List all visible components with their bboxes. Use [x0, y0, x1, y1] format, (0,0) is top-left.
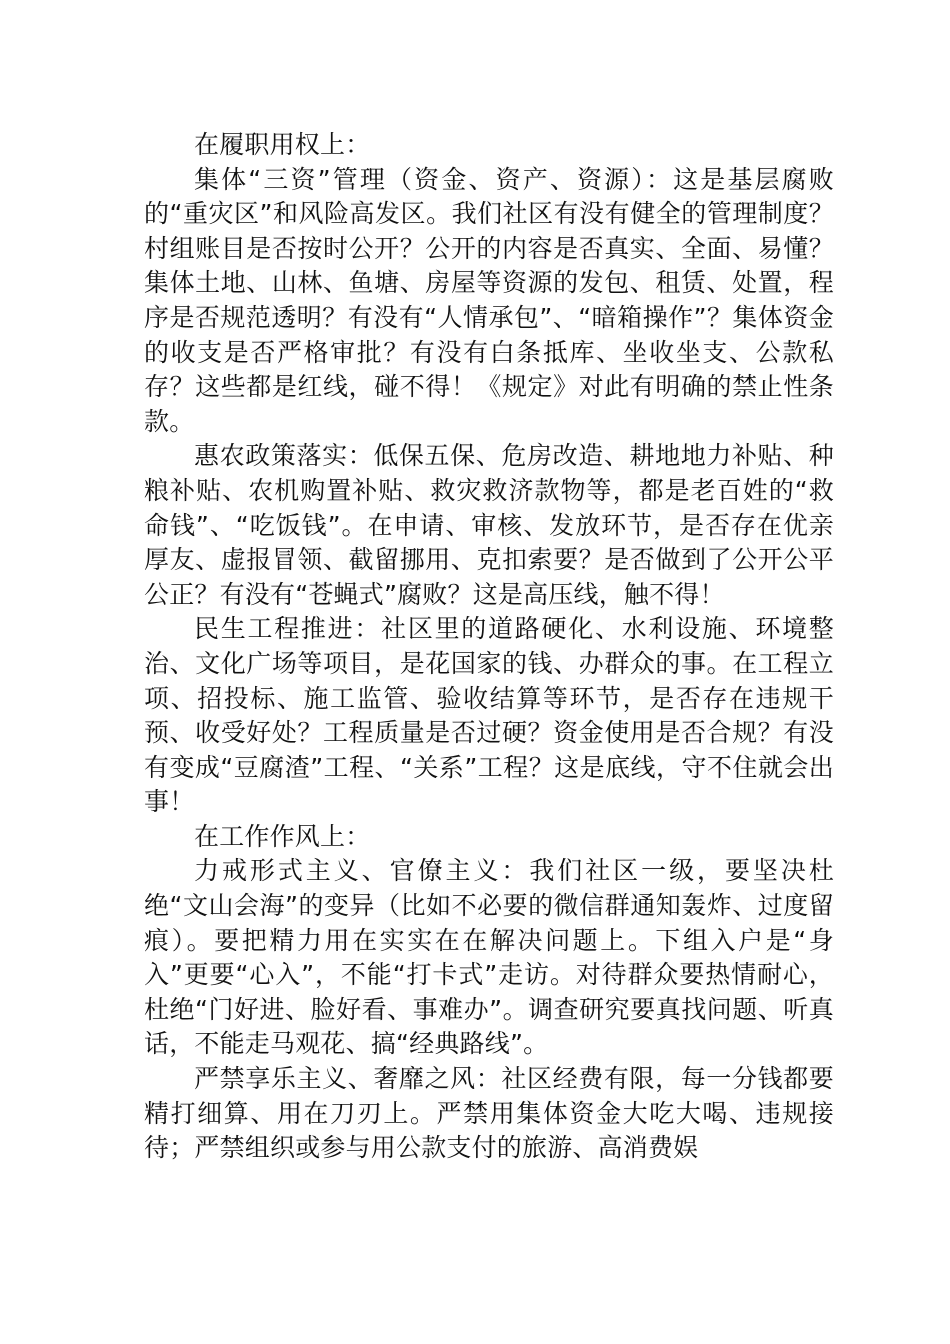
- paragraph-agricultural-policy: 惠农政策落实：低保五保、危房改造、耕地地力补贴、种粮补贴、农机购置补贴、救灾救济款物等，都是老百姓的“救命钱”、“吃饭钱”。在申请、审核、发放环节，是否存在优亲厚友、虚报冒领、截留挪用、克扣索要？是否做到了公开公平公正？有没有“苍蝇式”腐败？这是高压线，触不得！: [144, 441, 834, 609]
- section-heading-work-style: 在工作作风上：: [194, 821, 371, 851]
- section-heading-duty: 在履职用权上：: [194, 130, 371, 159]
- paragraph-collective-assets: 集体“三资”管理（资金、资产、资源）：这是基层腐败的“重灾区”和风险高发区。我们社区有没有健全的管理制度？村组账目是否按时公开？公开的内容是否真实、全面、易懂？集体土地、山林、鱼塘、房屋等资源的发包、租赁、处置，程序是否规范透明？有没有“人情承包”、“暗箱操作”？集体资金的收支是否严格审批？有没有白条抵库、坐收坐支、公款私存？这些都是红线，碰不得！《规定》对此有明确的禁止性条款。: [144, 164, 834, 436]
- paragraph-hedonism: 严禁享乐主义、奢靡之风：社区经费有限，每一分钱都要精打细算、用在刀刃上。严禁用集体资金大吃大喝、违规接待；严禁组织或参与用公款支付的旅游、高消费娱: [144, 1064, 834, 1163]
- paragraph-livelihood-projects: 民生工程推进：社区里的道路硬化、水利设施、环境整治、文化广场等项目，是花国家的钱、办群众的事。在工程立项、招投标、施工监管、验收结算等环节，是否存在违规干预、收受好处？工程质量是否过硬？资金使用是否合规？有没有变成“豆腐渣”工程、“关系”工程？这是底线，守不住就会出事！: [144, 614, 834, 817]
- paragraph-formalism: 力戒形式主义、官僚主义：我们社区一级，要坚决杜绝“文山会海”的变异（比如不必要的微信群通知轰炸、过度留痕）。要把精力用在实实在在解决问题上。下组入户是“身入”更要“心入”，不能“打卡式”走访。对待群众要热情耐心，杜绝“门好进、脸好看、事难办”。调查研究要真找问题、听真话，不能走马观花、搞“经典路线”。: [144, 856, 834, 1059]
- document-page: [144, 128, 834, 1166]
